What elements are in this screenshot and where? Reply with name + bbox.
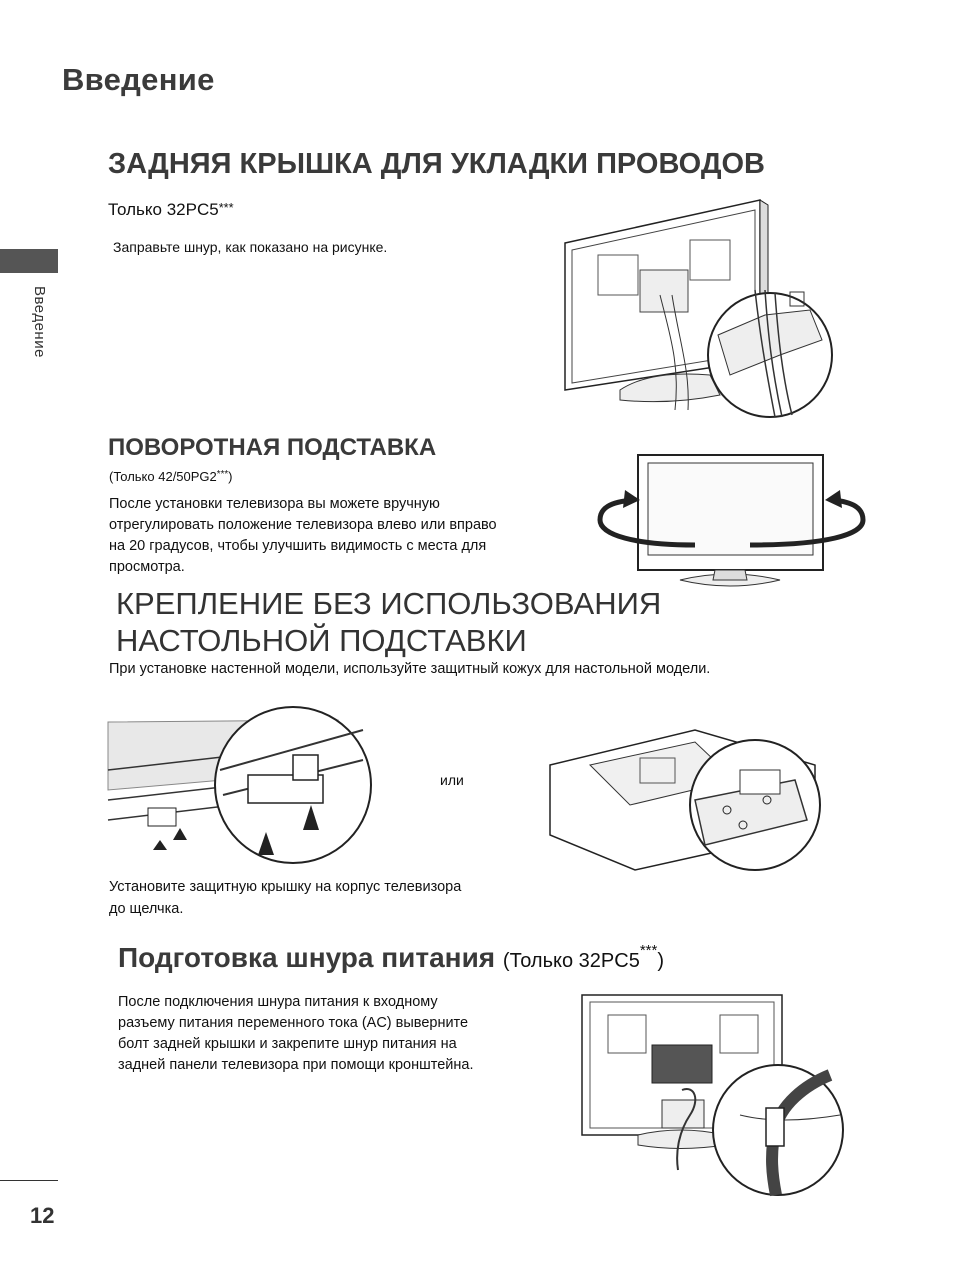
section-title-swivel-stand: ПОВОРОТНАЯ ПОДСТАВКА	[108, 434, 437, 461]
swivel-tv-illustration	[595, 450, 870, 590]
tv-rear-cable-illustration	[560, 195, 850, 430]
section-body-wall-mount: При установке настенной модели, используйте защитный кожух для настольной модели.	[109, 661, 711, 677]
section-subtitle-cable-cover: Только 32PC5***	[108, 200, 234, 219]
power-cord-bracket-illustration	[580, 990, 845, 1200]
section-title-power-cord: Подготовка шнура питания (Только 32PC5***)	[118, 942, 665, 973]
side-section-label: Введение	[31, 286, 48, 358]
section-title-wall-mount: КРЕПЛЕНИЕ БЕЗ ИСПОЛЬЗОВАНИЯ НАСТОЛЬНОЙ ПОДСТАВКИ	[116, 586, 662, 658]
section-body-cable-cover: Заправьте шнур, как показано на рисунке.	[113, 239, 388, 255]
tv-on-table-cover-illustration	[545, 720, 825, 885]
side-tab-marker	[0, 249, 58, 273]
or-label: или	[440, 772, 464, 788]
page-header: Введение	[62, 62, 215, 97]
section-body-power-cord: После подключения шнура питания к входному разъему питания переменного тока (AC) выверните болт задней крышки и закрепите шнур питания на задней панели телевизора при помощи кронштейна.	[118, 994, 474, 1073]
page-number: 12	[30, 1203, 55, 1228]
section-subtitle-swivel-stand: (Только 42/50PG2***)	[109, 469, 233, 484]
section-body-swivel-stand: После установки телевизора вы можете вручную отрегулировать положение телевизора влево или вправо на 20 градусов, чтобы улучшить видимость с места для просмотра.	[109, 496, 497, 575]
footer-divider	[0, 1180, 58, 1181]
protective-cover-insertion-illustration	[108, 700, 378, 870]
section-title-cable-cover: ЗАДНЯЯ КРЫШКА ДЛЯ УКЛАДКИ ПРОВОДОВ	[108, 148, 766, 180]
section-caption-wall-mount: Установите защитную крышку на корпус телевизора до щелчка.	[109, 879, 462, 917]
